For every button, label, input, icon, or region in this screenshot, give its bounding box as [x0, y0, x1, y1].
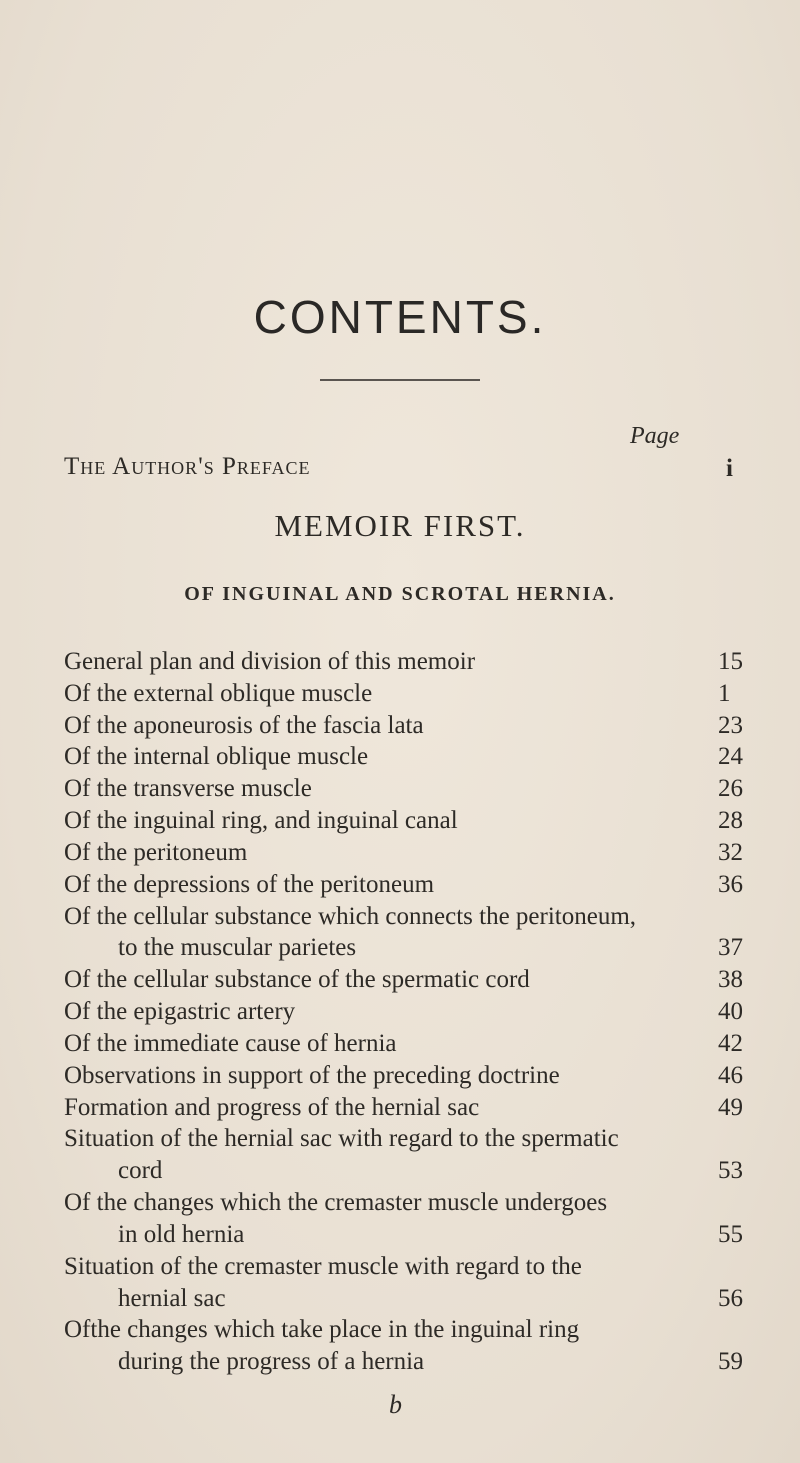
contents-entry: Situation of the hernial sac with regard to the spermatic: [64, 1125, 619, 1153]
contents-entry: Of the aponeurosis of the fascia lata: [64, 711, 424, 739]
contents-entry: Ofthe changes which take place in the inguinal ring: [64, 1316, 580, 1344]
page-number: 24: [718, 743, 743, 771]
contents-entry: Situation of the cremaster muscle with regard to the: [64, 1252, 582, 1280]
page-number: 28: [718, 807, 743, 835]
contents-entry: Observations in support of the preceding doctrine: [64, 1061, 560, 1089]
signature-mark: b: [389, 1390, 402, 1419]
page-number: 26: [718, 775, 743, 803]
contents-entry-continuation: to the muscular parietes: [118, 934, 357, 962]
memoir-title: MEMOIR FIRST.: [274, 508, 526, 543]
page-number: 15: [718, 648, 743, 675]
contents-entry-continuation: cord: [118, 1157, 163, 1185]
page-number: 38: [718, 966, 743, 994]
page-number: 1: [718, 679, 731, 707]
contents-entry: Formation and progress of the hernial sac: [64, 1093, 480, 1121]
preface-entry: The Author's Preface: [64, 453, 311, 480]
contents-entry: Of the cellular substance which connects the peritoneum,: [64, 902, 637, 930]
page-title: CONTENTS.: [253, 291, 547, 343]
contents-entry: Of the inguinal ring, and inguinal canal: [64, 807, 458, 835]
contents-entry: Of the internal oblique muscle: [64, 743, 369, 771]
page-number: 56: [718, 1284, 743, 1312]
page-column-label: Page: [630, 423, 680, 449]
contents-entry: Of the changes which the cremaster muscle undergoes: [64, 1189, 608, 1217]
page-number: 55: [718, 1220, 743, 1248]
contents-entry-continuation: during the progress of a hernia: [118, 1348, 425, 1376]
page-number: 59: [718, 1348, 743, 1376]
contents-entry-continuation: in old hernia: [118, 1220, 245, 1248]
page-number: 37: [718, 934, 743, 962]
page-number: 53: [718, 1157, 743, 1185]
page-number: 32: [718, 838, 743, 866]
page-number: 49: [718, 1093, 743, 1121]
contents-entry: Of the immediate cause of hernia: [64, 1029, 397, 1057]
preface-page-number: i: [726, 455, 733, 482]
contents-entry: Of the transverse muscle: [64, 775, 312, 803]
contents-entry: Of the epigastric artery: [64, 998, 296, 1026]
contents-entry: Of the external oblique muscle: [64, 679, 373, 707]
divider: [320, 379, 480, 381]
page-number: 46: [718, 1061, 743, 1089]
page-number: 36: [718, 870, 743, 898]
contents-entry: Of the cellular substance of the spermatic cord: [64, 966, 530, 994]
memoir-subtitle: OF INGUINAL AND SCROTAL HERNIA.: [184, 583, 616, 605]
contents-entry: Of the peritoneum: [64, 838, 248, 866]
page-number: 42: [718, 1029, 743, 1057]
contents-entry: General plan and division of this memoir: [64, 648, 476, 675]
page-number: 23: [718, 711, 743, 739]
page-number: 40: [718, 998, 743, 1026]
contents-entry: Of the depressions of the peritoneum: [64, 870, 435, 898]
contents-entry-continuation: hernial sac: [118, 1284, 226, 1312]
